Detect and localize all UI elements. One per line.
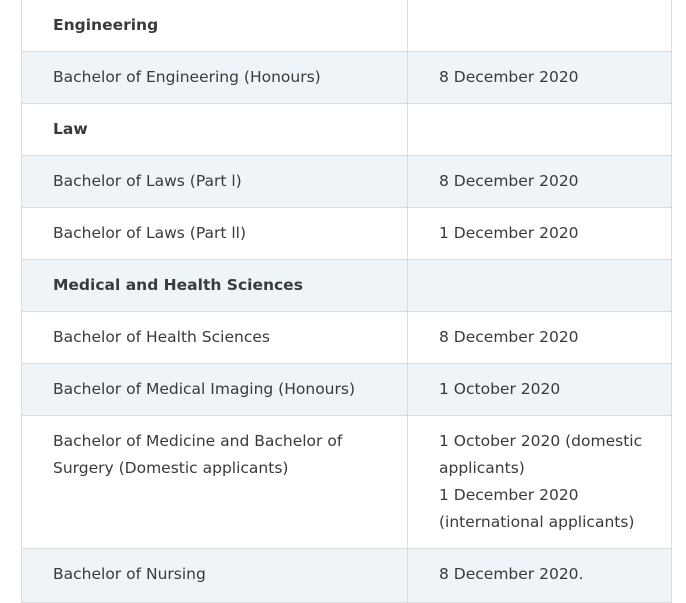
program-cell (22, 260, 408, 312)
deadline-date: 8 December 2020. (439, 565, 584, 583)
table-row (22, 416, 672, 549)
deadline-date: 1 October 2020 (439, 380, 561, 398)
deadline-date: 8 December 2020 (439, 68, 579, 86)
table-row (22, 52, 672, 104)
program-name: Bachelor of Medical Imaging (Honours) (53, 380, 355, 398)
program-cell (22, 52, 408, 104)
program-name: Bachelor of Medicine and Bachelor of Surgery (Domestic applicants) (53, 432, 343, 477)
section-heading: Engineering (53, 16, 159, 34)
program-cell (22, 312, 408, 364)
program-name: Bachelor of Health Sciences (53, 328, 270, 346)
date-cell (408, 416, 672, 549)
table-row (22, 312, 672, 364)
deadline-date: 8 December 2020 (439, 172, 579, 190)
section-heading: Medical and Health Sciences (53, 276, 303, 294)
date-cell (408, 104, 672, 156)
table-row (22, 208, 672, 260)
date-cell (408, 364, 672, 416)
deadline-date: 1 December 2020 (international applicants) (439, 486, 635, 531)
date-cell (408, 549, 672, 603)
deadline-date: 1 December 2020 (439, 224, 579, 242)
program-name: Bachelor of Nursing (53, 565, 206, 583)
program-cell (22, 208, 408, 260)
date-cell (408, 52, 672, 104)
program-cell (22, 0, 408, 52)
table-row (22, 364, 672, 416)
program-cell (22, 549, 408, 603)
program-name: Bachelor of Laws (Part ll) (53, 224, 247, 242)
program-cell (22, 104, 408, 156)
deadline-date: 1 October 2020 (domestic applicants) (439, 432, 643, 477)
program-cell (22, 156, 408, 208)
table-row (22, 104, 672, 156)
deadlines-table-container (21, 0, 671, 603)
table-row (22, 156, 672, 208)
date-cell (408, 156, 672, 208)
program-name: Bachelor of Engineering (Honours) (53, 68, 321, 86)
table-row (22, 549, 672, 603)
date-cell (408, 0, 672, 52)
program-cell (22, 416, 408, 549)
date-cell (408, 312, 672, 364)
program-name: Bachelor of Laws (Part l) (53, 172, 242, 190)
date-cell (408, 260, 672, 312)
table-row (22, 260, 672, 312)
section-heading: Law (53, 120, 88, 138)
table-row (22, 0, 672, 52)
date-cell (408, 208, 672, 260)
program-cell (22, 364, 408, 416)
deadlines-table (21, 0, 672, 603)
deadline-date: 8 December 2020 (439, 328, 579, 346)
